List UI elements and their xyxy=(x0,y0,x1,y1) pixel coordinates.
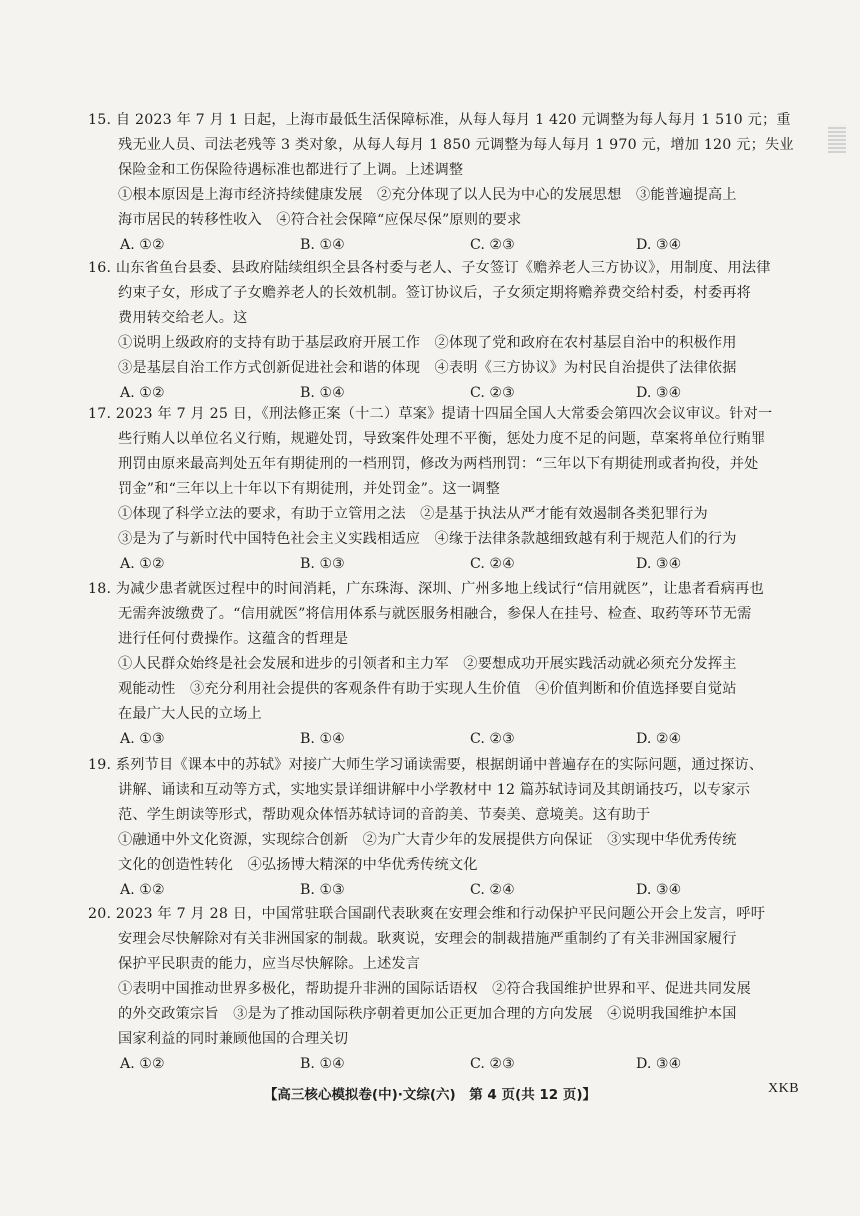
stem-line: 16. 山东省鱼台县委、县政府陆续组织全县各村委与老人、子女签订《赡养老人三方协议》，用制度、用法律 xyxy=(88,260,771,276)
stem-line: ③是基层自治工作方式创新促进社会和谐的体现 ④表明《三方协议》为村民自治提供了法律依据 xyxy=(118,360,737,376)
question-stem xyxy=(88,577,798,727)
question-18 xyxy=(88,577,798,752)
question-20 xyxy=(88,902,798,1077)
question-stem xyxy=(88,753,798,878)
stem-line: 海市居民的转移性收入 ④符合社会保障“应保尽保”原则的要求 xyxy=(118,212,522,228)
option-c[interactable]: C. ②④ xyxy=(470,882,515,898)
option-b[interactable]: B. ①④ xyxy=(300,237,345,253)
stem-line: 的外交政策宗旨 ③是为了推动国际秩序朝着更加公正更加合理的方向发展 ④说明我国维护本国 xyxy=(118,1006,737,1022)
stem-line: 保护平民职责的能力，应当尽快解除。上述发言 xyxy=(118,956,421,972)
stem-line: 残无业人员、司法老残等 3 类对象，从每人每月 1 850 元调整为每人每月 1 970 元，增加 120 元；失业 xyxy=(118,137,794,153)
page-footer: 【高三核心模拟卷(中)·文综(六) 第 4 页(共 12 页)】 xyxy=(263,1087,597,1103)
option-d[interactable]: D. ②④ xyxy=(636,731,682,747)
stem-line: ③是为了与新时代中国特色社会主义实践相适应 ④缘于法律条款越细致越有利于规范人们的行为 xyxy=(118,531,737,547)
stem-line: ①根本原因是上海市经济持续健康发展 ②充分体现了以人民为中心的发展思想 ③能普遍提高上 xyxy=(118,187,737,203)
option-b[interactable]: B. ①④ xyxy=(300,1056,345,1072)
option-a[interactable]: A. ①② xyxy=(120,556,165,572)
option-c[interactable]: C. ②③ xyxy=(470,731,515,747)
option-a[interactable]: A. ①② xyxy=(120,385,165,401)
question-17 xyxy=(88,402,798,577)
question-stem xyxy=(88,402,798,552)
stem-line: 安理会尽快解除对有关非洲国家的制裁。耿爽说，安理会的制裁措施严重制约了有关非洲国家履行 xyxy=(118,931,737,947)
stem-line: 些行贿人以单位名义行贿，规避处罚，导致案件处理不平衡，惩处力度不足的问题，草案将单位行贿罪 xyxy=(118,431,766,447)
stem-line: 无需奔波缴费了。“信用就医”将信用体系与就医服务相融合，参保人在挂号、检查、取药等环节无需 xyxy=(118,606,752,622)
option-b[interactable]: B. ①④ xyxy=(300,731,345,747)
paper-code: XKB xyxy=(768,1081,800,1096)
option-c[interactable]: C. ②④ xyxy=(470,556,515,572)
stem-line: 15. 自 2023 年 7 月 1 日起，上海市最低生活保障标准，从每人每月 1 420 元调整为每人每月 1 510 元；重 xyxy=(88,112,791,128)
stem-line: 观能动性 ③充分利用社会提供的客观条件有助于实现人生价值 ④价值判断和价值选择要自觉站 xyxy=(118,681,737,697)
option-a[interactable]: A. ①② xyxy=(120,1056,165,1072)
option-d[interactable]: D. ③④ xyxy=(636,882,682,898)
stem-line: 18. 为减少患者就医过程中的时间消耗，广东珠海、深圳、广州多地上线试行“信用就医”，让患者看病再也 xyxy=(88,581,764,597)
stem-line: ①体现了科学立法的要求，有助于立管用之法 ②是基于执法从严才能有效遏制各类犯罪行为 xyxy=(118,506,708,522)
option-c[interactable]: C. ②③ xyxy=(470,385,515,401)
answer-options xyxy=(118,727,798,752)
binding-edge-mark xyxy=(828,125,846,153)
option-a[interactable]: A. ①② xyxy=(120,237,165,253)
stem-line: 进行任何付费操作。这蕴含的哲理是 xyxy=(118,631,349,647)
stem-line: 文化的创造性转化 ④弘扬博大精深的中华优秀传统文化 xyxy=(118,857,478,873)
stem-line: 17. 2023 年 7 月 25 日，《刑法修正案（十二）草案》提请十四届全国人大常委会第四次会议审议。针对一 xyxy=(88,406,773,422)
stem-line: ①人民群众始终是社会发展和进步的引领者和主力军 ②要想成功开展实践活动就必须充分发挥主 xyxy=(118,656,737,672)
stem-line: ①表明中国推动世界多极化，帮助提升非洲的国际话语权 ②符合我国维护世界和平、促进共同发展 xyxy=(118,981,752,997)
question-15 xyxy=(88,108,798,258)
option-a[interactable]: A. ①② xyxy=(120,882,165,898)
answer-options xyxy=(118,878,798,903)
stem-line: 保险金和工伤保险待遇标准也都进行了上调。上述调整 xyxy=(118,162,464,178)
question-stem xyxy=(88,902,798,1052)
option-d[interactable]: D. ③④ xyxy=(636,385,682,401)
stem-line: 国家利益的同时兼顾他国的合理关切 xyxy=(118,1031,349,1047)
option-b[interactable]: B. ①③ xyxy=(300,882,345,898)
option-a[interactable]: A. ①③ xyxy=(120,731,165,747)
stem-line: 19. 系列节目《课本中的苏轼》对接广大师生学习诵读需要，根据朗诵中普遍存在的实际问题，通过探访、 xyxy=(88,757,764,773)
option-c[interactable]: C. ②③ xyxy=(470,237,515,253)
option-d[interactable]: D. ③④ xyxy=(636,237,682,253)
stem-line: ①说明上级政府的支持有助于基层政府开展工作 ②体现了党和政府在农村基层自治中的积极作用 xyxy=(118,335,737,351)
stem-line: 约束子女，形成了子女赡养老人的长效机制。签订协议后，子女须定期将赡养费交给村委，村委再将 xyxy=(118,285,752,301)
stem-line: 费用转交给老人。这 xyxy=(118,310,248,326)
stem-line: 讲解、诵读和互动等方式，实地实景详细讲解中小学教材中 12 篇苏轼诗词及其朗诵技巧，以专家示 xyxy=(118,782,751,798)
option-c[interactable]: C. ②③ xyxy=(470,1056,515,1072)
answer-options xyxy=(118,552,798,577)
question-stem xyxy=(88,108,798,233)
option-b[interactable]: B. ①④ xyxy=(300,385,345,401)
stem-line: 在最广大人民的立场上 xyxy=(118,706,262,722)
answer-options xyxy=(118,233,798,258)
question-stem xyxy=(88,256,798,381)
option-d[interactable]: D. ③④ xyxy=(636,556,682,572)
stem-line: 范、学生朗读等形式，帮助观众体悟苏轼诗词的音韵美、节奏美、意境美。这有助于 xyxy=(118,807,651,823)
question-19 xyxy=(88,753,798,903)
answer-options xyxy=(118,1052,798,1077)
stem-line: 20. 2023 年 7 月 28 日，中国常驻联合国副代表耿爽在安理会维和行动保护平民问题公开会上发言，呼吁 xyxy=(88,906,766,922)
stem-line: 刑罚由原来最高判处五年有期徒刑的一档刑罚，修改为两档刑罚：“三年以下有期徒刑或者拘役，并处 xyxy=(118,456,759,472)
stem-line: ①融通中外文化资源，实现综合创新 ②为广大青少年的发展提供方向保证 ③实现中华优秀传统 xyxy=(118,832,737,848)
option-d[interactable]: D. ③④ xyxy=(636,1056,682,1072)
option-b[interactable]: B. ①③ xyxy=(300,556,345,572)
stem-line: 罚金”和“三年以上十年以下有期徒刑，并处罚金”。这一调整 xyxy=(118,481,501,497)
question-16 xyxy=(88,256,798,406)
